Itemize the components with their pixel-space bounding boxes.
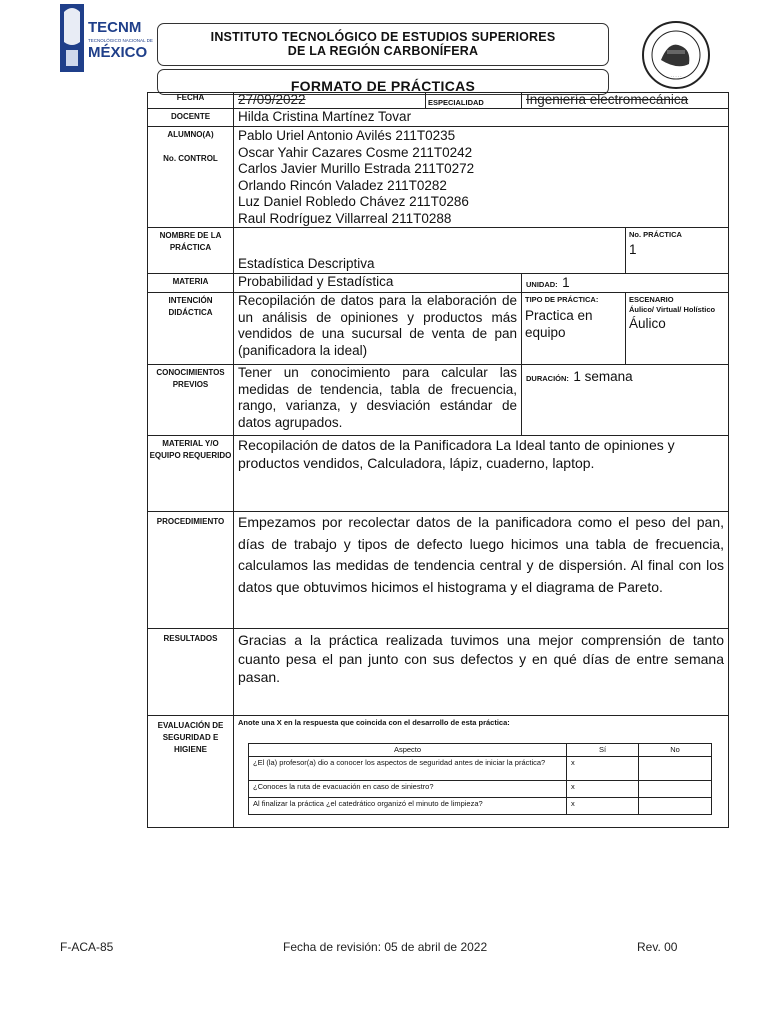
no-cell [639,798,712,815]
aspect-cell: ¿El (la) profesor(a) dio a conocer los aspectos de seguridad antes de iniciar la práctica? [249,757,567,781]
evaluation-row [249,798,712,815]
si-cell: x [567,798,639,815]
tecnm-logo [58,2,153,74]
institute-line-1: INSTITUTO TECNOLÓGICO DE ESTUDIOS SUPERIORES [210,30,556,44]
practice-form-table [147,92,729,828]
si-cell: x [567,781,639,798]
evaluation-header-row [249,744,712,757]
tipo-label: TIPO DE PRÁCTICA: [525,295,599,304]
intencion-label: INTENCIÓN DIDÁCTICA [148,293,234,365]
evaluacion-label: EVALUACIÓN DE SEGURIDAD E HIGIENE [148,716,234,828]
conocimientos-label: CONOCIMIENTOS PREVIOS [148,365,234,436]
institute-line-2: DE LA REGIÓN CARBONÍFERA [287,44,479,58]
si-cell: x [567,757,639,781]
svg-text:TECNOLÓGICO NACIONAL DE: TECNOLÓGICO NACIONAL DE [88,38,153,43]
resultados-value: Gracias a la práctica realizada tuvimos una mejor comprensión de tanto cuanto pesa el pan junto con sus defectos y en qué días de entre semana pasan. [234,629,729,716]
evaluation-row [249,757,712,781]
duracion-label: DURACIÓN: [526,374,569,383]
unidad-value: 1 [562,275,570,290]
nombre-label: NOMBRE DE LA PRÁCTICA [148,228,234,274]
duracion-value: 1 semana [573,369,633,384]
docente-value: Hilda Cristina Martínez Tovar [234,109,729,127]
escenario-cell [626,293,729,365]
duracion-cell [522,365,729,436]
svg-text:MÉXICO: MÉXICO [88,44,148,61]
escenario-options: Áulico/ Virtual/ Holístico [629,305,716,314]
conocimientos-value: Tener un conocimiento para calcular las medidas de tendencia, tabla de frecuencia, rango, varianza, y desviación estándar de datos agrupados. [234,365,522,436]
safety-evaluation-table [248,743,712,815]
institute-title-box [157,23,609,66]
footer-revision-date: Fecha de revisión: 05 de abril de 2022 [283,940,488,954]
evaluation-row [249,781,712,798]
footer-code: F-ACA-85 [60,940,114,954]
evaluacion-instruction: Anote una X en la respuesta que coincida con el desarrollo de esta práctica: [238,718,510,727]
resultados-label: RESULTADOS [148,629,234,716]
no-cell [639,757,712,781]
escenario-value: Áulico [629,316,666,331]
student-row: Orlando Rincón Valadez 211T0282 [238,177,447,193]
no-header: No [639,744,712,757]
student-row: Luz Daniel Robledo Chávez 211T0286 [238,194,469,209]
si-header: Sí [567,744,639,757]
materia-label: MATERIA [148,274,234,293]
alumno-label: ALUMNO(A) [167,130,214,139]
alumno-label-cell [148,127,234,228]
no-practica-cell [626,228,729,274]
procedimiento-value: Empezamos por recolectar datos de la panificadora como el peso del pan, días de trabajo y tipos de defecto luego hicimos una tabla de frecuencia, calculamos las medidas de tendencia central y de dispersión. Al final con los datos que obtuvimos hicimos el histograma y el diagrama de Pareto. [234,512,729,629]
no-cell [639,781,712,798]
svg-text:TECNM: TECNM [88,19,142,36]
unidad-label: UNIDAD: [526,280,558,289]
student-row: Pablo Uriel Antonio Avilés 211T0235 [238,128,456,143]
no-practica-label: No. PRÁCTICA [629,230,682,239]
intencion-value: Recopilación de datos para la elaboración de un análisis de opiniones y productos más vendidos de una sucursal de venta de pan (panificadora la ideal) [234,293,522,365]
no-practica-value: 1 [629,242,637,257]
fecha-label: FECHA [148,93,234,109]
students-list [234,127,729,228]
escenario-label: ESCENARIO [629,295,674,304]
tipo-cell [522,293,626,365]
material-value: Recopilación de datos de la Panificadora La Ideal tanto de opiniones y productos vendidos, Calculadora, lápiz, cuaderno, laptop. [234,436,729,512]
aspect-cell: ¿Conoces la ruta de evacuación en caso de siniestro? [249,781,567,798]
svg-text:· · · · ·: · · · · · [670,74,682,79]
especialidad-value: Ingeniería electromecánica [522,93,729,109]
materia-value: Probabilidad y Estadística [234,274,522,293]
aspect-header: Aspecto [249,744,567,757]
student-row: Raul Rodríguez Villarreal 211T0288 [238,210,452,226]
control-label: No. CONTROL [163,154,218,163]
procedimiento-label: PROCEDIMIENTO [148,512,234,629]
format-title: FORMATO DE PRÁCTICAS [157,69,609,95]
institute-seal [641,20,711,90]
student-row: Carlos Javier Murillo Estrada 211T0272 [238,161,475,176]
student-row: Oscar Yahir Cazares Cosme 211T0242 [238,144,473,160]
especialidad-label: ESPECIALIDAD [426,93,522,109]
unidad-cell [522,274,729,293]
aspect-cell: Al finalizar la práctica ¿el catedrático organizó el minuto de limpieza? [249,798,567,815]
tipo-value: Practica en equipo [525,308,593,340]
docente-label: DOCENTE [148,109,234,127]
material-label: MATERIAL Y/O EQUIPO REQUERIDO [148,436,234,512]
nombre-value: Estadística Descriptiva [234,228,626,274]
footer-rev: Rev. 00 [637,940,678,954]
fecha-value: 27/09/2022 [234,93,426,109]
